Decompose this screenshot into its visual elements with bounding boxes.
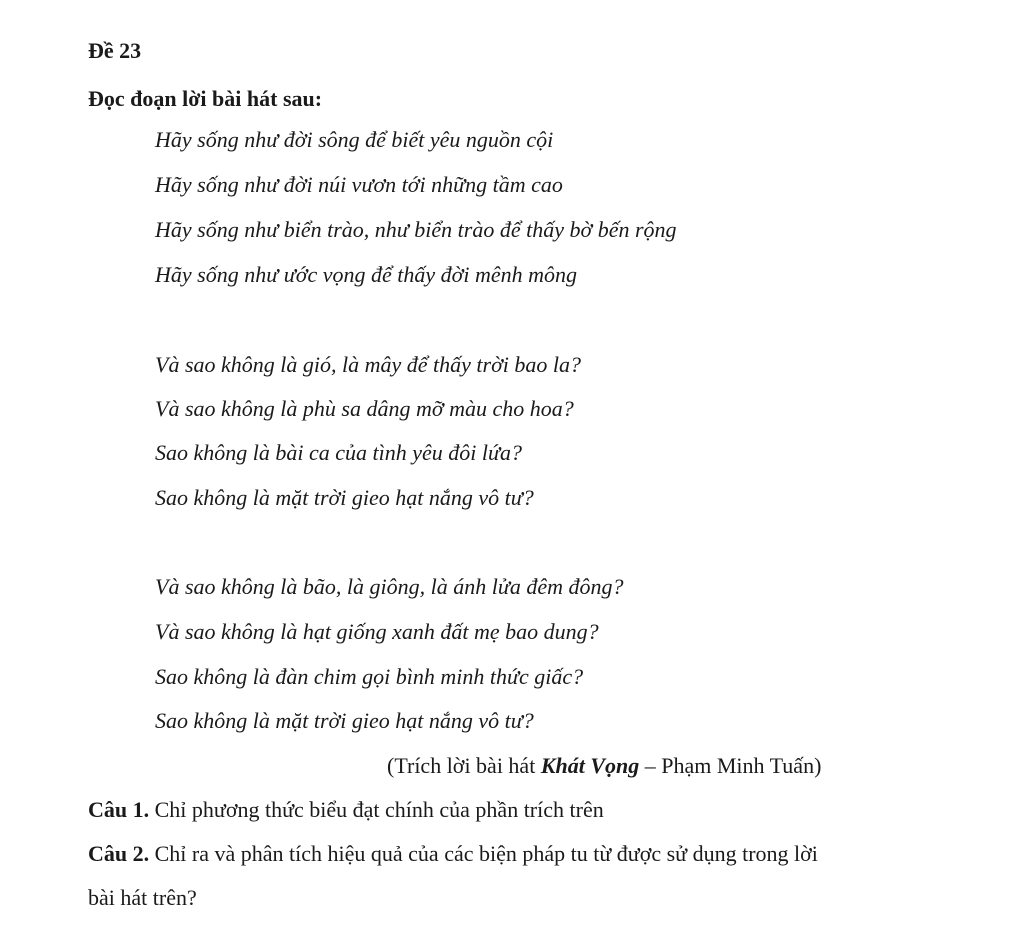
lyric-line: Sao không là bài ca của tình yêu đôi lứa? bbox=[155, 440, 522, 465]
question-2 bbox=[88, 841, 818, 867]
song-title: Khát Vọng bbox=[540, 753, 640, 778]
lyric-line: Và sao không là hạt giống xanh đất mẹ bao dung? bbox=[155, 619, 599, 644]
exam-heading: Đề 23 bbox=[88, 38, 142, 63]
source-citation bbox=[387, 753, 821, 779]
question-1-label: Câu 1. bbox=[88, 797, 150, 822]
lyric-line: Và sao không là bão, là giông, là ánh lửa đêm đông? bbox=[155, 574, 624, 599]
question-1-text: Chỉ phương thức biểu đạt chính của phần trích trên bbox=[149, 797, 604, 822]
question-2-label: Câu 2. bbox=[88, 841, 150, 866]
question-2-continuation: bài hát trên? bbox=[88, 885, 197, 910]
lyric-line: Hãy sống như biển trào, như biển trào để thấy bờ bến rộng bbox=[155, 217, 677, 242]
lyric-line: Hãy sống như ước vọng để thấy đời mênh mông bbox=[155, 262, 578, 287]
lyric-line: Hãy sống như đời sông để biết yêu nguồn cội bbox=[155, 127, 554, 152]
source-prefix: (Trích lời bài hát bbox=[387, 753, 541, 778]
lyric-line: Và sao không là gió, là mây để thấy trời bao la? bbox=[155, 352, 582, 377]
lyric-line: Và sao không là phù sa dâng mỡ màu cho hoa? bbox=[155, 396, 574, 421]
lyric-line: Sao không là mặt trời gieo hạt nắng vô tư? bbox=[155, 708, 534, 733]
lyric-line: Sao không là đàn chim gọi bình minh thức giấc? bbox=[155, 664, 584, 689]
lyric-line: Sao không là mặt trời gieo hạt nắng vô tư? bbox=[155, 485, 534, 510]
source-suffix: – Phạm Minh Tuấn) bbox=[639, 753, 822, 778]
lyric-line: Hãy sống như đời núi vươn tới những tầm cao bbox=[155, 172, 563, 197]
question-2-text: Chỉ ra và phân tích hiệu quả của các biện pháp tu từ được sử dụng trong lời bbox=[149, 841, 818, 866]
question-1 bbox=[88, 797, 604, 823]
reading-instruction: Đọc đoạn lời bài hát sau: bbox=[88, 86, 323, 111]
